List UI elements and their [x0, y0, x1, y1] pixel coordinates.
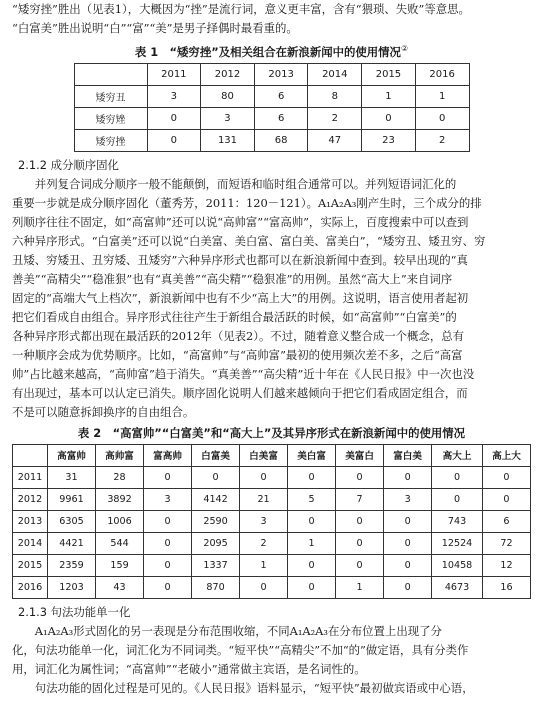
table2-cell: 0: [384, 466, 432, 488]
table1-cell: 2: [308, 107, 362, 129]
table2-header-cell: 美白富: [288, 444, 336, 466]
table1-body: [74, 85, 469, 151]
table2-cell: 3: [144, 488, 192, 510]
table2-cell: 10458: [432, 554, 483, 576]
table1-cell: 23: [362, 129, 416, 151]
table1-header-cell: 2016: [415, 63, 469, 85]
table2-cell: 0: [336, 532, 384, 554]
text-line: 固定的“高端大气上档次”，新浪新闻中也有不少“高上大”的用例。这说明，语言使用者起初: [12, 290, 469, 305]
table2-header-cell: 高帅富: [96, 444, 144, 466]
table1-header-cell: 2015: [362, 63, 416, 85]
table2-cell: 0: [384, 554, 432, 576]
table2-cell: 0: [192, 466, 240, 488]
table1-row: [74, 85, 469, 107]
table2-cell: 0: [144, 576, 192, 598]
table2-cell: 0: [144, 554, 192, 576]
table2-cell: 0: [482, 466, 530, 488]
table2-cell: 1: [288, 532, 336, 554]
table2-cell: 4673: [432, 576, 483, 598]
table1-header-row: [74, 63, 469, 85]
table1-footnote-mark: ②: [400, 44, 409, 53]
table2-cell: 4142: [192, 488, 240, 510]
table2-header-cell: 白美富: [240, 444, 288, 466]
table2-cell: 6305: [48, 510, 96, 532]
table2-cell: 0: [144, 466, 192, 488]
table1-cell: 68: [254, 129, 308, 151]
table2-row: [13, 576, 531, 598]
table2-cell: 159: [96, 554, 144, 576]
table2-header-cell: 高大上: [432, 444, 483, 466]
table1-cell: 0: [147, 107, 201, 129]
table1-header-cell: 2014: [308, 63, 362, 85]
table1-cell: 2: [415, 129, 469, 151]
table1-cell: 131: [201, 129, 255, 151]
table1-cell: 1: [415, 85, 469, 107]
table1-header-cell: 2013: [254, 63, 308, 85]
table1-header-cell: 2011: [147, 63, 201, 85]
text-line: 重要一步就是成分顺序固化（董秀芳，2011：120－121）。A₁A₂A₃刚产生时，三个成分的排: [12, 195, 482, 210]
paragraph-syntax-function: [12, 622, 531, 679]
table2-row: [13, 510, 531, 532]
text-line: 帅”占比越来越高，“高帅富”趋于消失。“真美善”“高尖精”近十年在《人民日报》中一次也没: [12, 366, 475, 381]
table2-header-cell: 富高帅: [144, 444, 192, 466]
table2-cell: 16: [482, 576, 530, 598]
table2-cell: 0: [384, 510, 432, 532]
table1-caption: [12, 40, 531, 61]
table2-cell: 4421: [48, 532, 96, 554]
table2-header-cell: [13, 444, 48, 466]
paragraph-intro-2: “白富美”胜出说明“白”“富”“美”是男子择偶时最看重的。: [12, 21, 298, 35]
table1-caption-text: 表 1 “矮穷挫”及相关组合在新浪新闻中的使用情况: [134, 44, 401, 59]
text-line: 不是可以随意拆卸换序的自由组合。: [12, 404, 195, 419]
table2-cell: 2590: [192, 510, 240, 532]
table2-cell: 0: [288, 510, 336, 532]
table2-row: [13, 488, 531, 510]
text-line: 化，句法功能单一化，词汇化为不同词类。“短平快”“高精尖”不加“的”做定语，具有分类作: [12, 642, 469, 657]
table2-cell: 31: [48, 466, 96, 488]
table2-cell: 1: [240, 554, 288, 576]
table1-row-label: 矮穷丑: [74, 85, 147, 107]
table1-cell: 47: [308, 129, 362, 151]
table2-cell: 0: [432, 488, 483, 510]
table2-cell: 2359: [48, 554, 96, 576]
paragraph-last-line: 句法功能的固化过程是可见的。《人民日报》语料显示，“短平快”最初做宾语或中心语，: [34, 680, 474, 695]
table2-cell: 0: [432, 466, 483, 488]
table2-cell: 0: [336, 510, 384, 532]
text-line: 善美”“高精尖”“稳准狠”也有“真美善”“高尖精”“稳狠准”的用例。虽然“高大上”来自词序: [12, 271, 453, 286]
text-line: 并列复合词成分顺序一般不能颠倒，而短语和临时组合通常可以。并列短语词汇化的: [34, 176, 457, 191]
text-line: 用，词汇化为属性词；“高富帅”“老破小”通常做主宾语，是名词性的。: [12, 661, 366, 676]
table1-cell: 6: [254, 85, 308, 107]
table1-cell: 3: [201, 107, 255, 129]
table1-row-label: 矮穷挫: [74, 129, 147, 151]
table2-header-cell: 高上大: [482, 444, 530, 466]
table1-header-cell: [74, 63, 147, 85]
table2-body: [13, 466, 531, 598]
table2-row-label: 2015: [13, 554, 48, 576]
table2-row-label: 2011: [13, 466, 48, 488]
table2-cell: 1337: [192, 554, 240, 576]
table2-header-row: [13, 444, 531, 466]
table2-cell: 3: [240, 510, 288, 532]
table2-cell: 12: [482, 554, 530, 576]
table2-caption: 表 2 “高富帅”“白富美”和“高大上”及其异序形式在新浪新闻中的使用情况: [77, 425, 466, 440]
table2-header-cell: 美富白: [336, 444, 384, 466]
table2-header-cell: 富白美: [384, 444, 432, 466]
table2-cell: 1203: [48, 576, 96, 598]
table2-cell: 9961: [48, 488, 96, 510]
paragraph-intro-1: “矮穷挫”胜出（见表1），大概因为“挫”是流行词，意义更丰富，含有“猥琐、失败”等意思。: [12, 2, 470, 16]
table2-cell: 1: [336, 576, 384, 598]
table2-cell: 0: [144, 532, 192, 554]
table2-cell: 0: [336, 466, 384, 488]
table1-row: [74, 107, 469, 129]
table2-row-label: 2012: [13, 488, 48, 510]
text-line: 列顺序往往不固定，如“高富帅”还可以说“高帅富”“富高帅”，实际上，百度搜索中可以查到: [12, 214, 469, 229]
table2-row: [13, 532, 531, 554]
table1-row-label: 矮穷矬: [74, 107, 147, 129]
table1-cell: 80: [201, 85, 255, 107]
table1-cell: 1: [362, 85, 416, 107]
table1-cell: 0: [147, 129, 201, 151]
text-line: 丑矮、穷矮丑、丑穷矮、丑矮穷”六种异序形式也都可以在新浪新闻中查到。较早出现的“真: [12, 252, 468, 267]
table2-cell: 28: [96, 466, 144, 488]
table2-cell: 21: [240, 488, 288, 510]
table2-cell: 3: [384, 488, 432, 510]
section-heading-2-1-2: 2.1.2 成分顺序固化: [18, 157, 119, 172]
table2-cell: 5: [288, 488, 336, 510]
table2-cell: 0: [336, 554, 384, 576]
table2-row-label: 2014: [13, 532, 48, 554]
table1: [74, 63, 470, 152]
table2-cell: 3892: [96, 488, 144, 510]
table2-cell: 0: [384, 532, 432, 554]
text-line: 有出现过，基本可以认定已消失。顺序固化说明人们越来越倾向于把它们看成固定组合，而: [12, 385, 468, 400]
table2-row-label: 2016: [13, 576, 48, 598]
table2-cell: 2095: [192, 532, 240, 554]
table2: [12, 444, 531, 599]
table2-cell: 544: [96, 532, 144, 554]
text-line: 一种顺序会成为优势顺序。比如，“高富帅”与“高帅富”最初的使用频次差不多，之后“高富: [12, 347, 463, 362]
table2-row: [13, 554, 531, 576]
table2-row-label: 2013: [13, 510, 48, 532]
table1-cell: 8: [308, 85, 362, 107]
text-line: 各种异序形式都出现在最活跃的2012年（见表2）。不过，随着意义整合成一个概念，总有: [12, 328, 464, 343]
table2-cell: 0: [288, 554, 336, 576]
table2-cell: 6: [482, 510, 530, 532]
table2-cell: 743: [432, 510, 483, 532]
table2-cell: 0: [240, 466, 288, 488]
table1-cell: 6: [254, 107, 308, 129]
table2-cell: 0: [288, 576, 336, 598]
table2-cell: 870: [192, 576, 240, 598]
table2-cell: 2: [240, 532, 288, 554]
table2-row: [13, 466, 531, 488]
table2-cell: 1006: [96, 510, 144, 532]
table1-header-cell: 2012: [201, 63, 255, 85]
table1-cell: 0: [415, 107, 469, 129]
table2-cell: 0: [240, 576, 288, 598]
table2-header-cell: 高富帅: [48, 444, 96, 466]
table2-cell: 7: [336, 488, 384, 510]
table1-row: [74, 129, 469, 151]
text-line: 把它们看成自由组合。异序形式往往产生于新组合最活跃的时候，如“高富帅”“白富美”的: [12, 309, 457, 324]
table2-cell: 0: [482, 488, 530, 510]
table1-cell: 3: [147, 85, 201, 107]
table2-header-cell: 白富美: [192, 444, 240, 466]
text-line: 六种异序形式。“白富美”还可以说“白美富、美白富、富白美、富美白”，“矮穷丑、矮丑穷、穷: [12, 233, 486, 248]
text-line: A₁A₂A₃形式固化的另一表现是分布范围收缩，不同A₁A₂A₃在分布位置上出现了分: [34, 623, 442, 638]
table1-cell: 0: [362, 107, 416, 129]
table2-cell: 0: [288, 466, 336, 488]
table2-cell: 0: [384, 576, 432, 598]
section-heading-2-1-3: 2.1.3 句法功能单一化: [18, 604, 131, 619]
table2-cell: 72: [482, 532, 530, 554]
table2-cell: 12524: [432, 532, 483, 554]
paragraph-order-fixing: [12, 175, 531, 422]
table2-cell: 43: [96, 576, 144, 598]
table2-cell: 0: [144, 510, 192, 532]
